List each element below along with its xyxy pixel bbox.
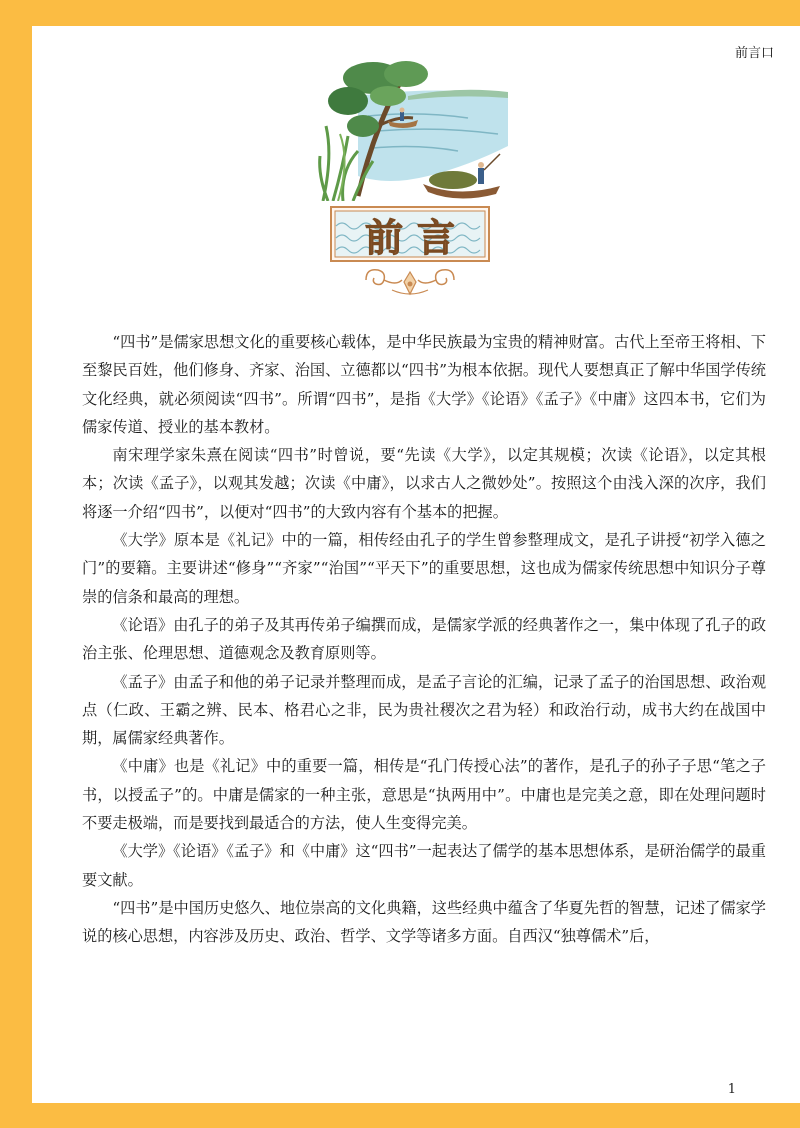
- paragraph: 《中庸》也是《礼记》中的重要一篇，相传是“孔门传授心法”的著作，是孔子的孙子子思“笔之子书，以授孟子”的。中庸是儒家的一种主张，意思是“执两用中”。中庸也是完美之意，即在处理问题时不要走极端，而是要找到最适合的方法，使人生变得完美。: [82, 757, 766, 833]
- title-banner: [330, 206, 490, 262]
- running-header: 前言口: [734, 46, 774, 61]
- cloud-ornament-icon: [362, 264, 458, 298]
- page: [32, 26, 800, 1103]
- paragraph: 《大学》原本是《礼记》中的一篇，相传经由孔子的学生曾参整理成文，是孔子讲授“初学入德之门”的要籍。主要讲述“修身”“齐家”“治国”“平天下”的重要思想，这也成为儒家传统思想中知识分子尊崇的信条和最高的理想。: [82, 531, 766, 606]
- paragraph: 《大学》《论语》《孟子》和《中庸》这“四书”一起表达了儒学的基本思想体系，是研治儒学的最重要文献。: [82, 842, 766, 889]
- paragraph: 《孟子》由孟子和他的弟子记录并整理而成，是孟子言论的汇编，记录了孟子的治国思想、政治观点（仁政、王霸之辨、民本、格君心之非，民为贵社稷次之君为轻）和政治行动，成书大约在战国中期，属儒家经典著作。: [82, 672, 766, 748]
- paragraph: “四书”是儒家思想文化的重要核心载体，是中华民族最为宝贵的精神财富。古代上至帝王将相、下至黎民百姓，他们修身、齐家、治国、立德都以“四书”为根本依据。现代人要想真正了解中华国学传统文化经典，就必须阅读“四书”。所谓“四书”，是指《大学》《论语》《孟子》《中庸》这四本书，它们为儒家传道、授业的基本教材。: [82, 333, 766, 436]
- page-number: 1: [727, 1082, 736, 1097]
- river-boat-illustration-icon: [318, 56, 508, 201]
- body-text: [82, 328, 766, 951]
- paragraph: “四书”是中国历史悠久、地位崇高的文化典籍，这些经典中蕴含了华夏先哲的智慧，记述了儒家学说的核心思想，内容涉及历史、政治、哲学、文学等诸多方面。自西汉“独尊儒术”后，: [82, 898, 766, 946]
- paragraph: 《论语》由孔子的弟子及其再传弟子编撰而成，是儒家学派的经典著作之一，集中体现了孔子的政治主张、伦理思想、道德观念及教育原则等。: [82, 615, 766, 663]
- page-title: 前言: [364, 215, 469, 260]
- paragraph: 南宋理学家朱熹在阅读“四书”时曾说，要“先读《大学》，以定其规模；次读《论语》，以定其根本；次读《孟子》，以观其发越；次读《中庸》，以求古人之微妙处”。按照这个由浅入深的次序，我们将逐一介绍“四书”，以便对“四书”的大致内容有个基本的把握。: [82, 446, 766, 521]
